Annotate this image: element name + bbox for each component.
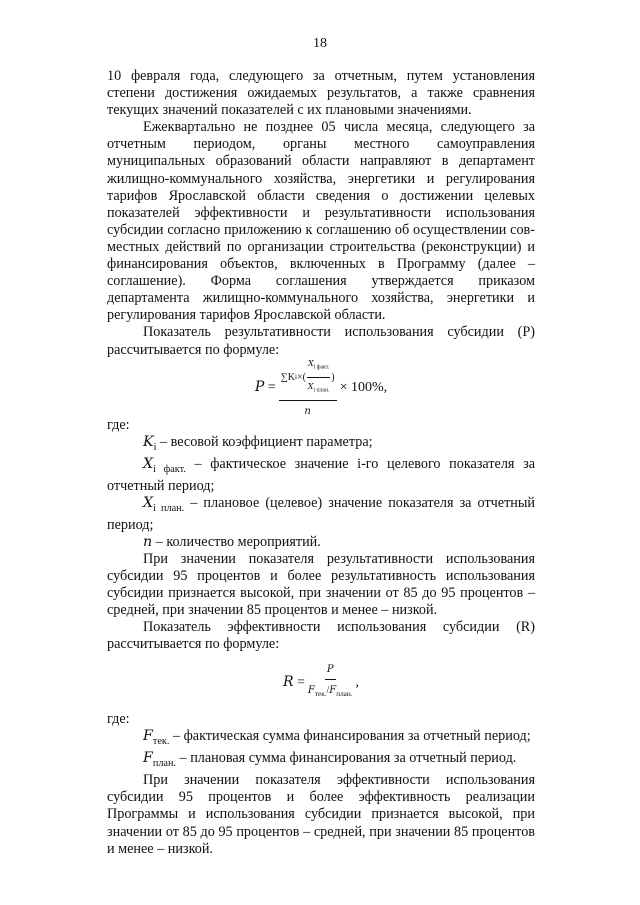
definition-f-plan: $F_{план.}$ – плановая сумма финансирования за отчетный период.	[143, 750, 517, 770]
paragraph-efficiency-indicator-intro: Показатель эффективности использования субсидии (R) рассчитывается по формуле:	[107, 619, 535, 653]
definition-x-fact: $X_{i факт.}$ – фактическое значение i-го целевого показателя за отчетный период;	[107, 455, 536, 494]
definition-f-tek: $F_{тек.}$ – фактическая сумма финансирования за отчетный период;	[143, 728, 531, 748]
formula-p	[107, 359, 535, 417]
formula-p-fraction: ∑K i ×( $\frac{X_{i факт.}}{X_{i план.}}$ ) n	[279, 355, 337, 420]
formula-p-ratio: $\frac{X_{i факт.}}{X_{i план.}}$	[307, 355, 330, 399]
definition-x-plan: $X_{i план.}$ – плановое (целевое) значение показателя за отчетный период;	[107, 494, 535, 533]
formula-r-fraction: $\frac{P}{F_{тек.}/F_{план.}}$	[308, 661, 353, 703]
paragraph-result-thresholds: При значении показателя результативности использования субсидии 95 процентов и более результативность использования субсидии признается высокой, при значении от 85 до 95 процентов – средней, при значении 85 процентов и менее – низкой.	[107, 550, 535, 619]
formula-p-tail: × 100%,	[339, 380, 388, 396]
where-label-1: где:	[107, 416, 130, 433]
formula-r-lhs: R =	[282, 673, 305, 690]
definition-n: n – количество мероприятий.	[143, 533, 321, 550]
paragraph-quarterly-report: Ежеквартально не позднее 05 числа месяца, следующего за отчетным периодом, органы местного самоуправления муниципальных образований области направляют в департамент жилищно-коммунального хозяйства, энергетики и регулирования тарифов Ярославской области сведения о достижении целевых показателей эффективности и результативности использования субсидии согласно приложению к соглашению об осуществлении совместных действий по организации строительства (реконструкции) и финансирования объектов, включенных в Программу (далее – соглашение). Форма соглашения утверждается приказом департамента жилищно-коммунального хозяйства, энергетики и регулирования тарифов Ярославской области.	[107, 119, 535, 324]
page-number: 18	[313, 36, 327, 51]
formula-r	[107, 653, 535, 711]
formula-p-lhs: P =	[254, 379, 276, 396]
paragraph-continuation: 10 февраля года, следующего за отчетным, путем установления степени достижения ожидаемых результатов, а также сравнения текущих значений показателей с их плановыми значениями.	[107, 68, 535, 119]
paragraph-result-indicator-intro: Показатель результативности использования субсидии (P) рассчитывается по формуле:	[107, 324, 535, 358]
definition-k: $K_i$ – весовой коэффициент параметра;	[143, 433, 373, 453]
formula-r-tail: ,	[355, 674, 360, 690]
where-label-2: где:	[107, 711, 130, 728]
paragraph-efficiency-thresholds: При значении показателя эффективности использования субсидии 95 процентов и более эффективность реализации Программы и использования субсидии признается высокой, при значении от 85 до 95 процентов – средней, при значении 85 процентов и менее – низкой.	[107, 772, 535, 857]
document-body	[107, 68, 535, 858]
